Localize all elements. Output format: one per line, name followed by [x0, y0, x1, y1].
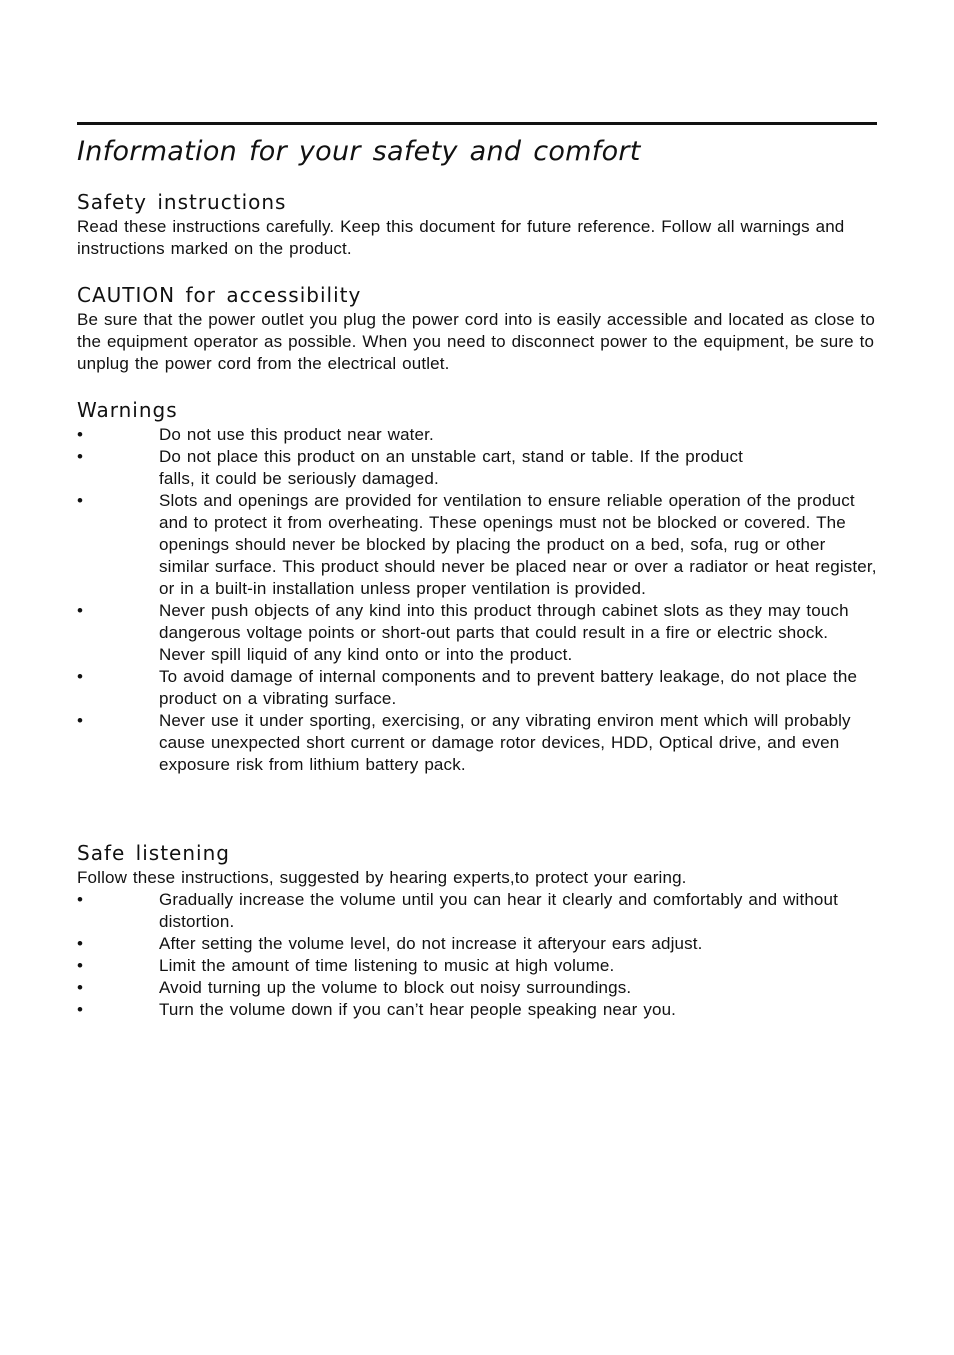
bullet-icon: •: [77, 425, 84, 444]
list-item: [77, 666, 877, 710]
list-item-text: Limit the amount of time listening to music at high volume.: [159, 956, 615, 975]
bullet-icon: •: [77, 934, 84, 953]
page-title: Information for your safety and comfort: [77, 136, 641, 167]
list-item-text: Avoid turning up the volume to block out noisy surroundings.: [159, 978, 632, 997]
bullet-icon: •: [77, 447, 84, 466]
list-item: [77, 710, 877, 776]
bullet-icon: •: [77, 978, 84, 997]
list-item-text: Slots and openings are provided for ventilation to ensure reliable operation of the product and to protect it from overheating. These openings must not be blocked or covered. The openings should never be blocked by placing the product on a bed, sofa, rug or other similar surface. This product should never be placed near or over a radiator or heat register, or in a built-in installation unless proper ventilation is provided.: [159, 491, 877, 598]
list-item-text: Do not place this product on an unstable cart, stand or table. If the product falls, it could be seriously damaged.: [159, 447, 744, 488]
list-item: [77, 424, 877, 446]
title-rule: [77, 122, 877, 125]
section-caution-accessibility: [77, 281, 877, 375]
list-item: [77, 977, 877, 999]
section-heading: Safety instructions: [77, 190, 287, 214]
warnings-list: [77, 424, 877, 776]
bullet-icon: •: [77, 491, 84, 510]
bullet-icon: •: [77, 711, 84, 730]
list-item-text: After setting the volume level, do not increase it afteryour ears adjust.: [159, 934, 703, 953]
safe-listening-list: [77, 889, 877, 1021]
list-item: [77, 490, 877, 600]
section-safety-instructions: [77, 188, 877, 260]
list-item: [77, 955, 877, 977]
section-safe-listening: [77, 839, 877, 1021]
list-item: [77, 446, 877, 490]
bullet-icon: •: [77, 1000, 84, 1019]
bullet-icon: •: [77, 890, 84, 909]
section-heading: CAUTION for accessibility: [77, 283, 362, 307]
list-item-text: Never use it under sporting, exercising, or any vibrating environ ment which will probably cause unexpected short current or damage rotor devices, HDD, Optical drive, and even exposure risk from lithium battery pack.: [159, 711, 851, 774]
bullet-icon: •: [77, 601, 84, 620]
section-paragraph: Be sure that the power outlet you plug the power cord into is easily accessible and located as close to the equipment operator as possible. When you need to disconnect power to the equipment, be sure to unplug the power cord from the electrical outlet.: [77, 310, 876, 373]
list-item: [77, 933, 877, 955]
list-item-text: Do not use this product near water.: [159, 425, 434, 444]
list-item-text: Turn the volume down if you can’t hear people speaking near you.: [159, 1000, 677, 1019]
list-item: [77, 889, 877, 933]
section-heading: Safe listening: [77, 841, 230, 865]
section-heading: Warnings: [77, 398, 178, 422]
list-item: [77, 999, 877, 1021]
list-item-text: Gradually increase the volume until you can hear it clearly and comfortably and without distortion.: [159, 890, 839, 931]
section-paragraph: Follow these instructions, suggested by hearing experts,to protect your earing.: [77, 868, 687, 887]
list-item-text: Never push objects of any kind into this product through cabinet slots as they may touch dangerous voltage points or short-out parts that could result in a fire or electric shock. Never spill liquid of any kind onto or into the product.: [159, 601, 849, 664]
list-item: [77, 600, 877, 666]
section-warnings: [77, 396, 877, 776]
section-paragraph: Read these instructions carefully. Keep this document for future reference. Follow all warnings and instructions marked on the product.: [77, 217, 845, 258]
list-item-text: To avoid damage of internal components and to prevent battery leakage, do not place the product on a vibrating surface.: [159, 667, 858, 708]
bullet-icon: •: [77, 667, 84, 686]
bullet-icon: •: [77, 956, 84, 975]
